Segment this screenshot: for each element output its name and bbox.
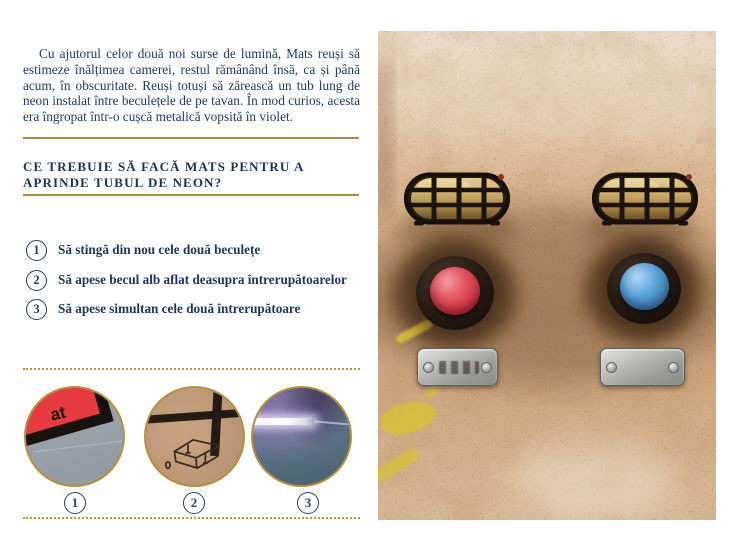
thumbnail-number-1: 1 (64, 492, 86, 514)
dark-room-photo (253, 388, 350, 485)
option-row-1[interactable] (26, 238, 260, 262)
caged-lamp-left (404, 171, 510, 226)
option-row-2[interactable] (26, 268, 347, 292)
metal-plate-left (417, 348, 498, 386)
blue-button-cap (620, 263, 669, 310)
red-push-button (416, 256, 494, 330)
option-number-badge-3: 3 (26, 299, 47, 320)
warning-label-text: at (48, 402, 68, 425)
caged-lamp-right (592, 171, 698, 226)
box-drawing-icon (152, 414, 240, 486)
separator-dotted-top (23, 368, 360, 370)
thumbnail-3[interactable] (251, 386, 352, 487)
screw-icon (606, 362, 617, 373)
screw-icon (481, 362, 492, 373)
screw-icon (668, 362, 679, 373)
paper-crease (34, 441, 121, 453)
thumbnail-1[interactable] (24, 386, 125, 487)
divider-rule-top (23, 137, 359, 139)
warning-label-icon (24, 386, 114, 450)
option-label-2: Să apese becul alb aflat deasupra întrerupătoarelor (58, 272, 347, 287)
grey-paper-photo (26, 388, 123, 485)
neon-wire (314, 420, 352, 425)
option-number-badge-1: 1 (26, 240, 47, 261)
thumbnail-number-2: 2 (183, 492, 205, 514)
option-label-3: Să apese simultan cele două întrerupătoare (58, 301, 301, 316)
caged-lamp-icon (404, 171, 510, 226)
thumbnail-2[interactable] (144, 386, 245, 487)
option-label-1: Să stingă din nou cele două beculețe (58, 242, 261, 257)
question-heading: CE TREBUIE SĂ FACĂ MATS PENTRU A APRINDE TUBUL DE NEON? (23, 158, 304, 191)
neon-tube-icon (251, 418, 315, 425)
screw-icon (423, 362, 434, 373)
thumbnail-number-3: 3 (297, 492, 319, 514)
cardboard-photo (146, 388, 243, 485)
blue-push-button (607, 253, 681, 324)
option-row-3[interactable] (26, 297, 300, 321)
option-number-badge-2: 2 (26, 270, 47, 291)
divider-rule-bottom (23, 194, 359, 196)
plate-stamp-marks (439, 361, 479, 374)
caged-lamp-icon (592, 171, 698, 226)
story-paragraph: Cu ajutorul celor două noi surse de lumină, Mats reuși să estimeze înălțimea camerei, restul rămânând însă, ca și până acum, în obscuritate. Reuși totuși să zărească un tub lung de neon instalat între beculețele de pe tavan. În mod curios, acesta era îngropat într-o cușcă metalică vopsită în violet. (23, 46, 360, 125)
metal-plate-right (600, 348, 685, 386)
separator-dotted-bottom (23, 517, 360, 519)
panel-photo (378, 31, 716, 520)
red-button-cap (430, 267, 480, 315)
